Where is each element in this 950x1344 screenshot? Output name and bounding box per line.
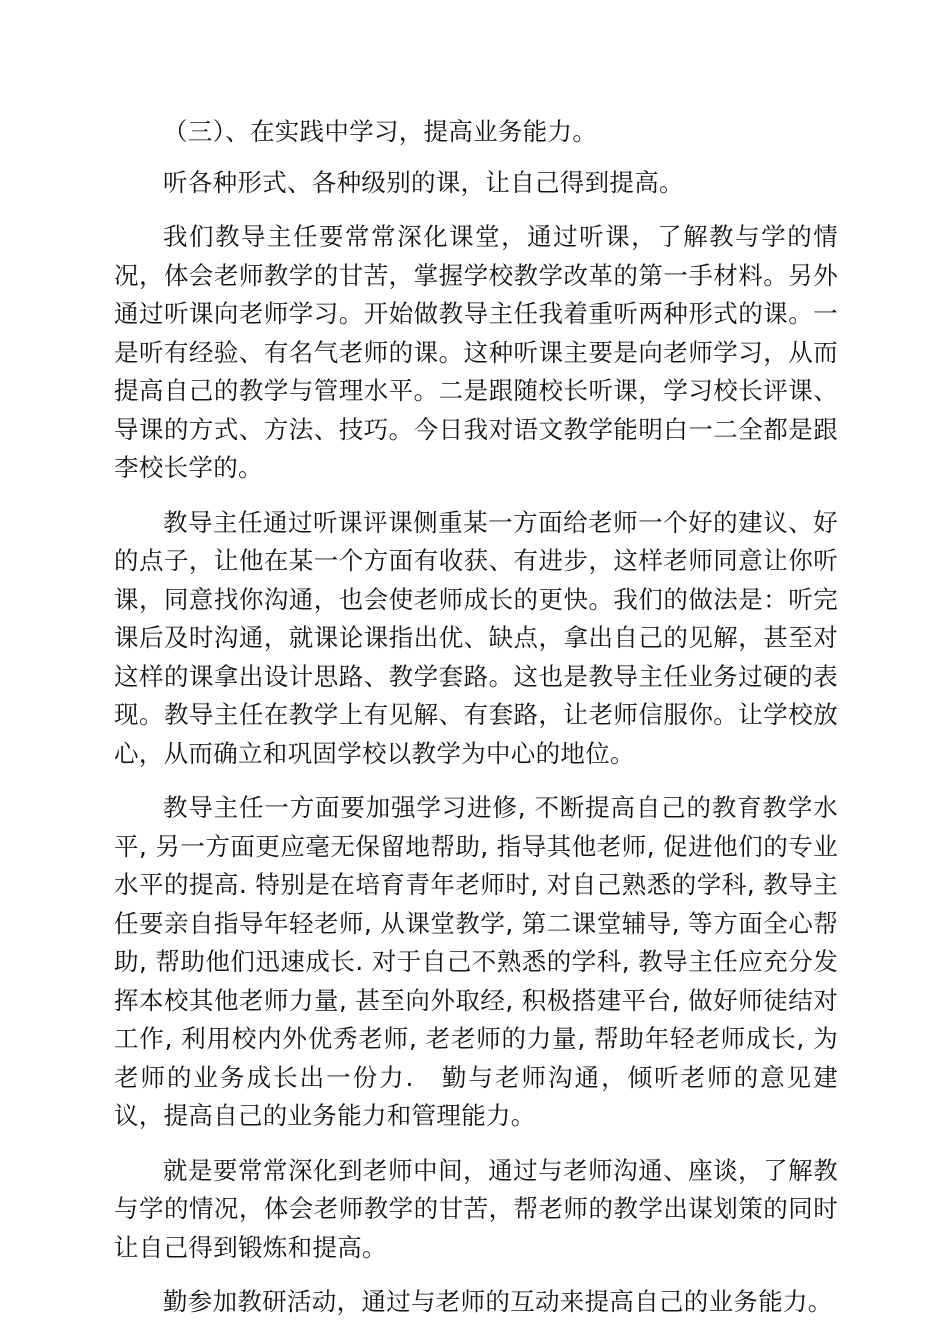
paragraph-teaching-research: 勤参加教研活动，通过与老师的互动来提高自己的业务能力。 xyxy=(163,1287,833,1316)
document-page xyxy=(114,113,838,1322)
paragraph-lesson-evaluation: 教导主任通过听课评课侧重某一方面给老师一个好的建议、好的点子，让他在某一个方面有收获、有进步，这样老师同意让你听课，同意找你沟通，也会使老师成长的更快。我们的做法是：听完课后及时沟通，就课论课指出优、缺点，拿出自己的见解，甚至对这样的课拿出设计思路、教学套路。这也是教导主任业务过硬的表现。教导主任在教学上有见解、有套路，让老师信服你。让学校放心，从而确立和巩固学校以教学为中心的地位。 xyxy=(114,507,838,768)
paragraph-listen-lessons: 听各种形式、各种级别的课，让自己得到提高。 xyxy=(163,167,684,197)
paragraph-teacher-mentoring: 教导主任一方面要加强学习进修, 不断提高自己的教育教学水平, 另一方面更应毫无保留地帮助, 指导其他老师, 促进他们的专业水平的提高. 特别是在培育青年老师时, 对自己熟悉的学科, 教导主任要亲自指导年轻老师, 从课堂教学, 第二课堂辅导, 等方面全心帮助, 帮助他们迅速成长. 对于自己不熟悉的学科, 教导主任应充分发挥本校其他老师力量, 甚至向外取经, 积极搭建平台, 做好师徒结对工作, 利用校内外优秀老师, 老老师的力量, 帮助年轻老师成长, 为老师的业务成长出一份力. 勤与老师沟通，倾听老师的意见建议，提高自己的业务能力和管理能力。 xyxy=(114,793,838,1130)
paragraph-deepen-classroom: 我们教导主任要常常深化课堂，通过听课，了解教与学的情况，体会老师教学的甘苦，掌握学校教学改革的第一手材料。另外通过听课向老师学习。开始做教导主任我着重听两种形式的课。一是听有经验、有名气老师的课。这种听课主要是向老师学习，从而提高自己的教学与管理水平。二是跟随校长听课，学习校长评课、导课的方式、方法、技巧。今日我对语文教学能明白一二全都是跟李校长学的。 xyxy=(114,222,838,482)
paragraph-communicate-teachers: 就是要常常深化到老师中间，通过与老师沟通、座谈，了解教与学的情况，体会老师教学的甘苦，帮老师的教学出谋划策的同时让自己得到锻炼和提高。 xyxy=(114,1155,838,1262)
section-heading: （三）、在实践中学习，提高业务能力。 xyxy=(163,117,598,146)
